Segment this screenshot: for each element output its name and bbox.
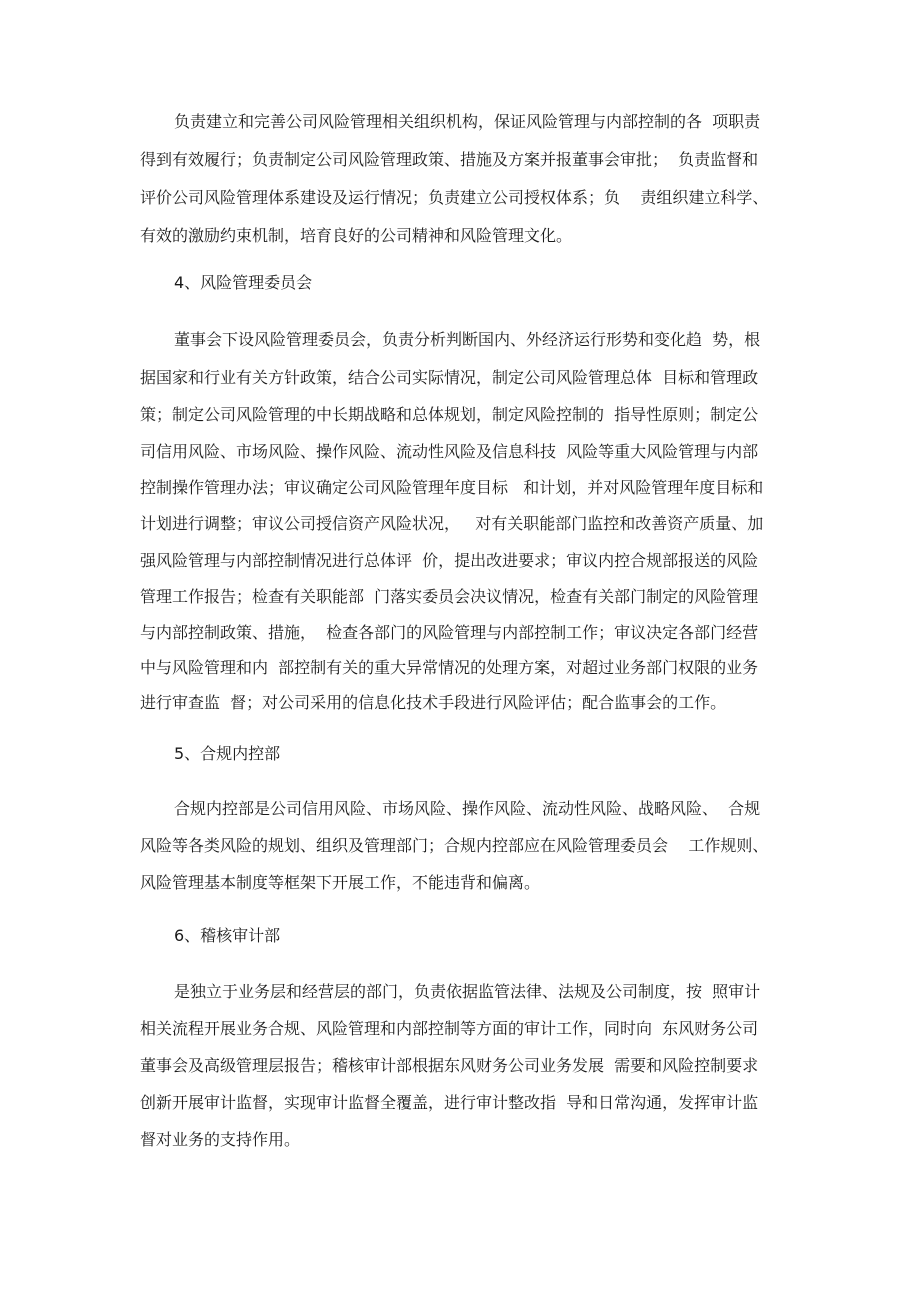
paragraph-line: 据国家和行业有关方针政策，结合公司实际情况，制定公司风险管理总体 目标和管理政 [140,368,759,387]
paragraph-line: 相关流程开展业务合规、风险管理和内部控制等方面的审计工作，同时向 东风财务公司 [140,1019,759,1038]
paragraph-line: 中与风险管理和内 部控制有关的重大异常情况的处理方案，对超过业务部门权限的业务 [140,658,759,677]
paragraph-line: 有效的激励约束机制，培育良好的公司精神和风险管理文化。 [140,226,573,245]
paragraph-line: 策；制定公司风险管理的中长期战略和总体规划，制定风险控制的 指导性原则；制定公 [140,405,759,424]
paragraph-line: 管理工作报告；检查有关职能部 门落实委员会决议情况，检查有关部门制定的风险管理 [140,587,759,606]
paragraph-line: 负责建立和完善公司风险管理相关组织机构，保证风险管理与内部控制的各 项职责 [174,112,761,131]
paragraph-line: 是独立于业务层和经营层的部门，负责依据监管法律、法规及公司制度，按 照审计 [174,982,761,1001]
paragraph-line: 董事会及高级管理层报告；稽核审计部根据东风财务公司业务发展 需要和风险控制要求 [140,1056,759,1075]
paragraph-line: 风险等各类风险的规划、组织及管理部门；合规内控部应在风险管理委员会 工作规则、 [140,836,769,855]
paragraph-line: 创新开展审计监督，实现审计监督全覆盖，进行审计整改指 导和日常沟通，发挥审计监 [140,1093,759,1112]
paragraph-line: 司信用风险、市场风险、操作风险、流动性风险及信息科技 风险等重大风险管理与内部 [140,442,759,461]
paragraph-line: 控制操作管理办法；审议确定公司风险管理年度目标 和计划，并对风险管理年度目标和 [140,478,764,497]
paragraph-line: 计划进行调整；审议公司授信资产风险状况， 对有关职能部门监控和改善资产质量、加 [140,514,764,533]
paragraph-line: 得到有效履行；负责制定公司风险管理政策、措施及方案并报董事会审批； 负责监督和 [140,150,759,169]
paragraph-line: 合规内控部是公司信用风险、市场风险、操作风险、流动性风险、战略风险、 合规 [174,799,761,818]
paragraph-line: 评价公司风险管理体系建设及运行情况；负责建立公司授权体系；负 责组织建立科学、 [140,188,769,207]
section-heading: 6、稽核审计部 [174,926,281,945]
section-heading: 4、风险管理委员会 [174,273,313,292]
paragraph-line: 董事会下设风险管理委员会，负责分析判断国内、外经济运行形势和变化趋 势，根 [174,330,761,349]
paragraph-line: 强风险管理与内部控制情况进行总体评 价，提出改进要求；审议内控合规部报送的风险 [140,551,759,570]
paragraph-line: 进行审查监 督；对公司采用的信息化技术手段进行风险评估；配合监事会的工作。 [140,693,727,712]
paragraph-line: 与内部控制政策、措施， 检查各部门的风险管理与内部控制工作；审议决定各部门经营 [140,623,759,642]
paragraph-line: 督对业务的支持作用。 [140,1130,301,1149]
section-heading: 5、合规内控部 [174,744,281,763]
paragraph-line: 风险管理基本制度等框架下开展工作，不能违背和偏离。 [140,873,541,892]
